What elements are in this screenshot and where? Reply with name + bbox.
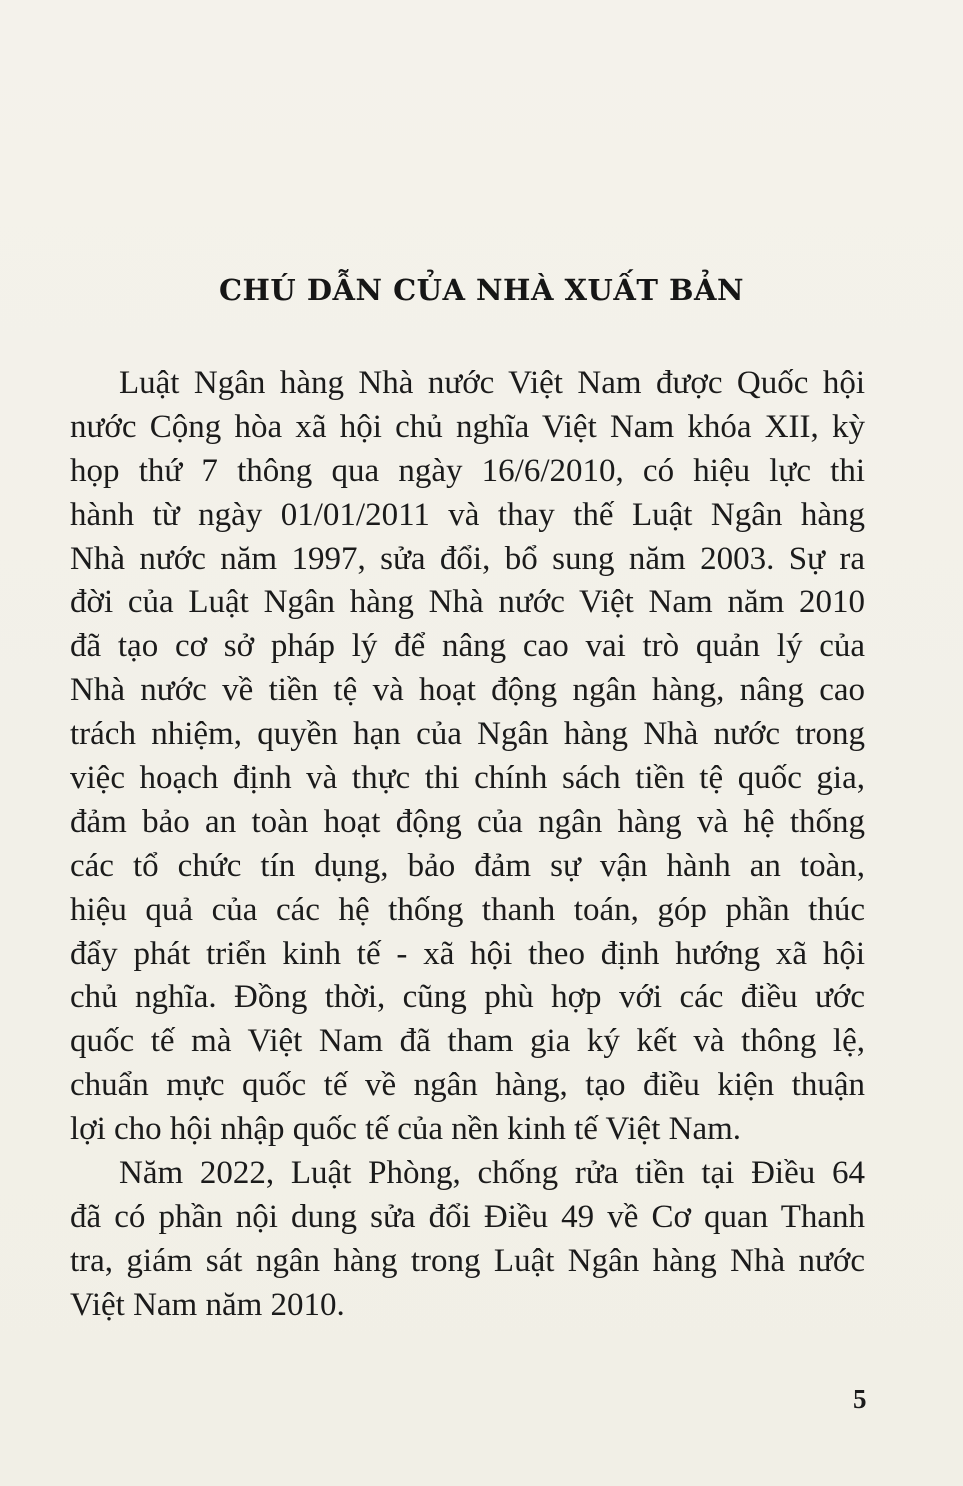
paragraph-1-line: việc hoạch định và thực thi chính sách tiền tệ quốc gia, [70,760,865,797]
paragraph-1-line: Luật Ngân hàng Nhà nước Việt Nam được Quốc hội [119,365,865,401]
paragraph-1-line: lợi cho hội nhập quốc tế của nền kinh tế Việt Nam. [70,1111,742,1148]
paragraph-1-line: các tổ chức tín dụng, bảo đảm sự vận hành an toàn, [70,847,865,884]
body-text [70,362,865,1328]
paragraph-2-line: đã có phần nội dung sửa đổi Điều 49 về Cơ quan Thanh [70,1198,865,1235]
paragraph-1-line: Nhà nước năm 1997, sửa đổi, bổ sung năm 2003. Sự ra [70,540,865,577]
paragraph-1-line: đã tạo cơ sở pháp lý để nâng cao vai trò quản lý của [70,628,865,665]
paragraph-1-line: đời của Luật Ngân hàng Nhà nước Việt Nam năm 2010 [70,584,865,621]
paragraph-1-line: nước Cộng hòa xã hội chủ nghĩa Việt Nam khóa XII, kỳ [70,408,865,445]
paragraph-1-line: chuẩn mực quốc tế về ngân hàng, tạo điều kiện thuận [70,1067,865,1104]
paragraph-1-line: trách nhiệm, quyền hạn của Ngân hàng Nhà nước trong [70,716,865,753]
page-number: 5 [853,1384,867,1414]
paragraph-1-line: đảm bảo an toàn hoạt động của ngân hàng và hệ thống [70,803,865,840]
paragraph-1-line: hiệu quả của các hệ thống thanh toán, góp phần thúc [70,891,865,928]
paragraph-1-line: quốc tế mà Việt Nam đã tham gia ký kết và thông lệ, [70,1023,865,1060]
paragraph-2-line: tra, giám sát ngân hàng trong Luật Ngân hàng Nhà nước [70,1242,865,1279]
paragraph-2-line: Việt Nam năm 2010. [70,1286,345,1323]
paragraph-1-line: hành từ ngày 01/01/2011 và thay thế Luật Ngân hàng [70,496,865,533]
paragraph-1-line: Nhà nước về tiền tệ và hoạt động ngân hàng, nâng cao [70,672,865,709]
paragraph-1-line: đẩy phát triển kinh tế - xã hội theo định hướng xã hội [70,935,865,972]
paragraph-1-line: họp thứ 7 thông qua ngày 16/6/2010, có hiệu lực thi [70,452,865,489]
paragraph-1-line: chủ nghĩa. Đồng thời, cũng phù hợp với các điều ước [70,979,865,1016]
paragraph-2-line: Năm 2022, Luật Phòng, chống rửa tiền tại Điều 64 [119,1155,865,1192]
page-title: CHÚ DẪN CỦA NHÀ XUẤT BẢN [218,273,745,307]
